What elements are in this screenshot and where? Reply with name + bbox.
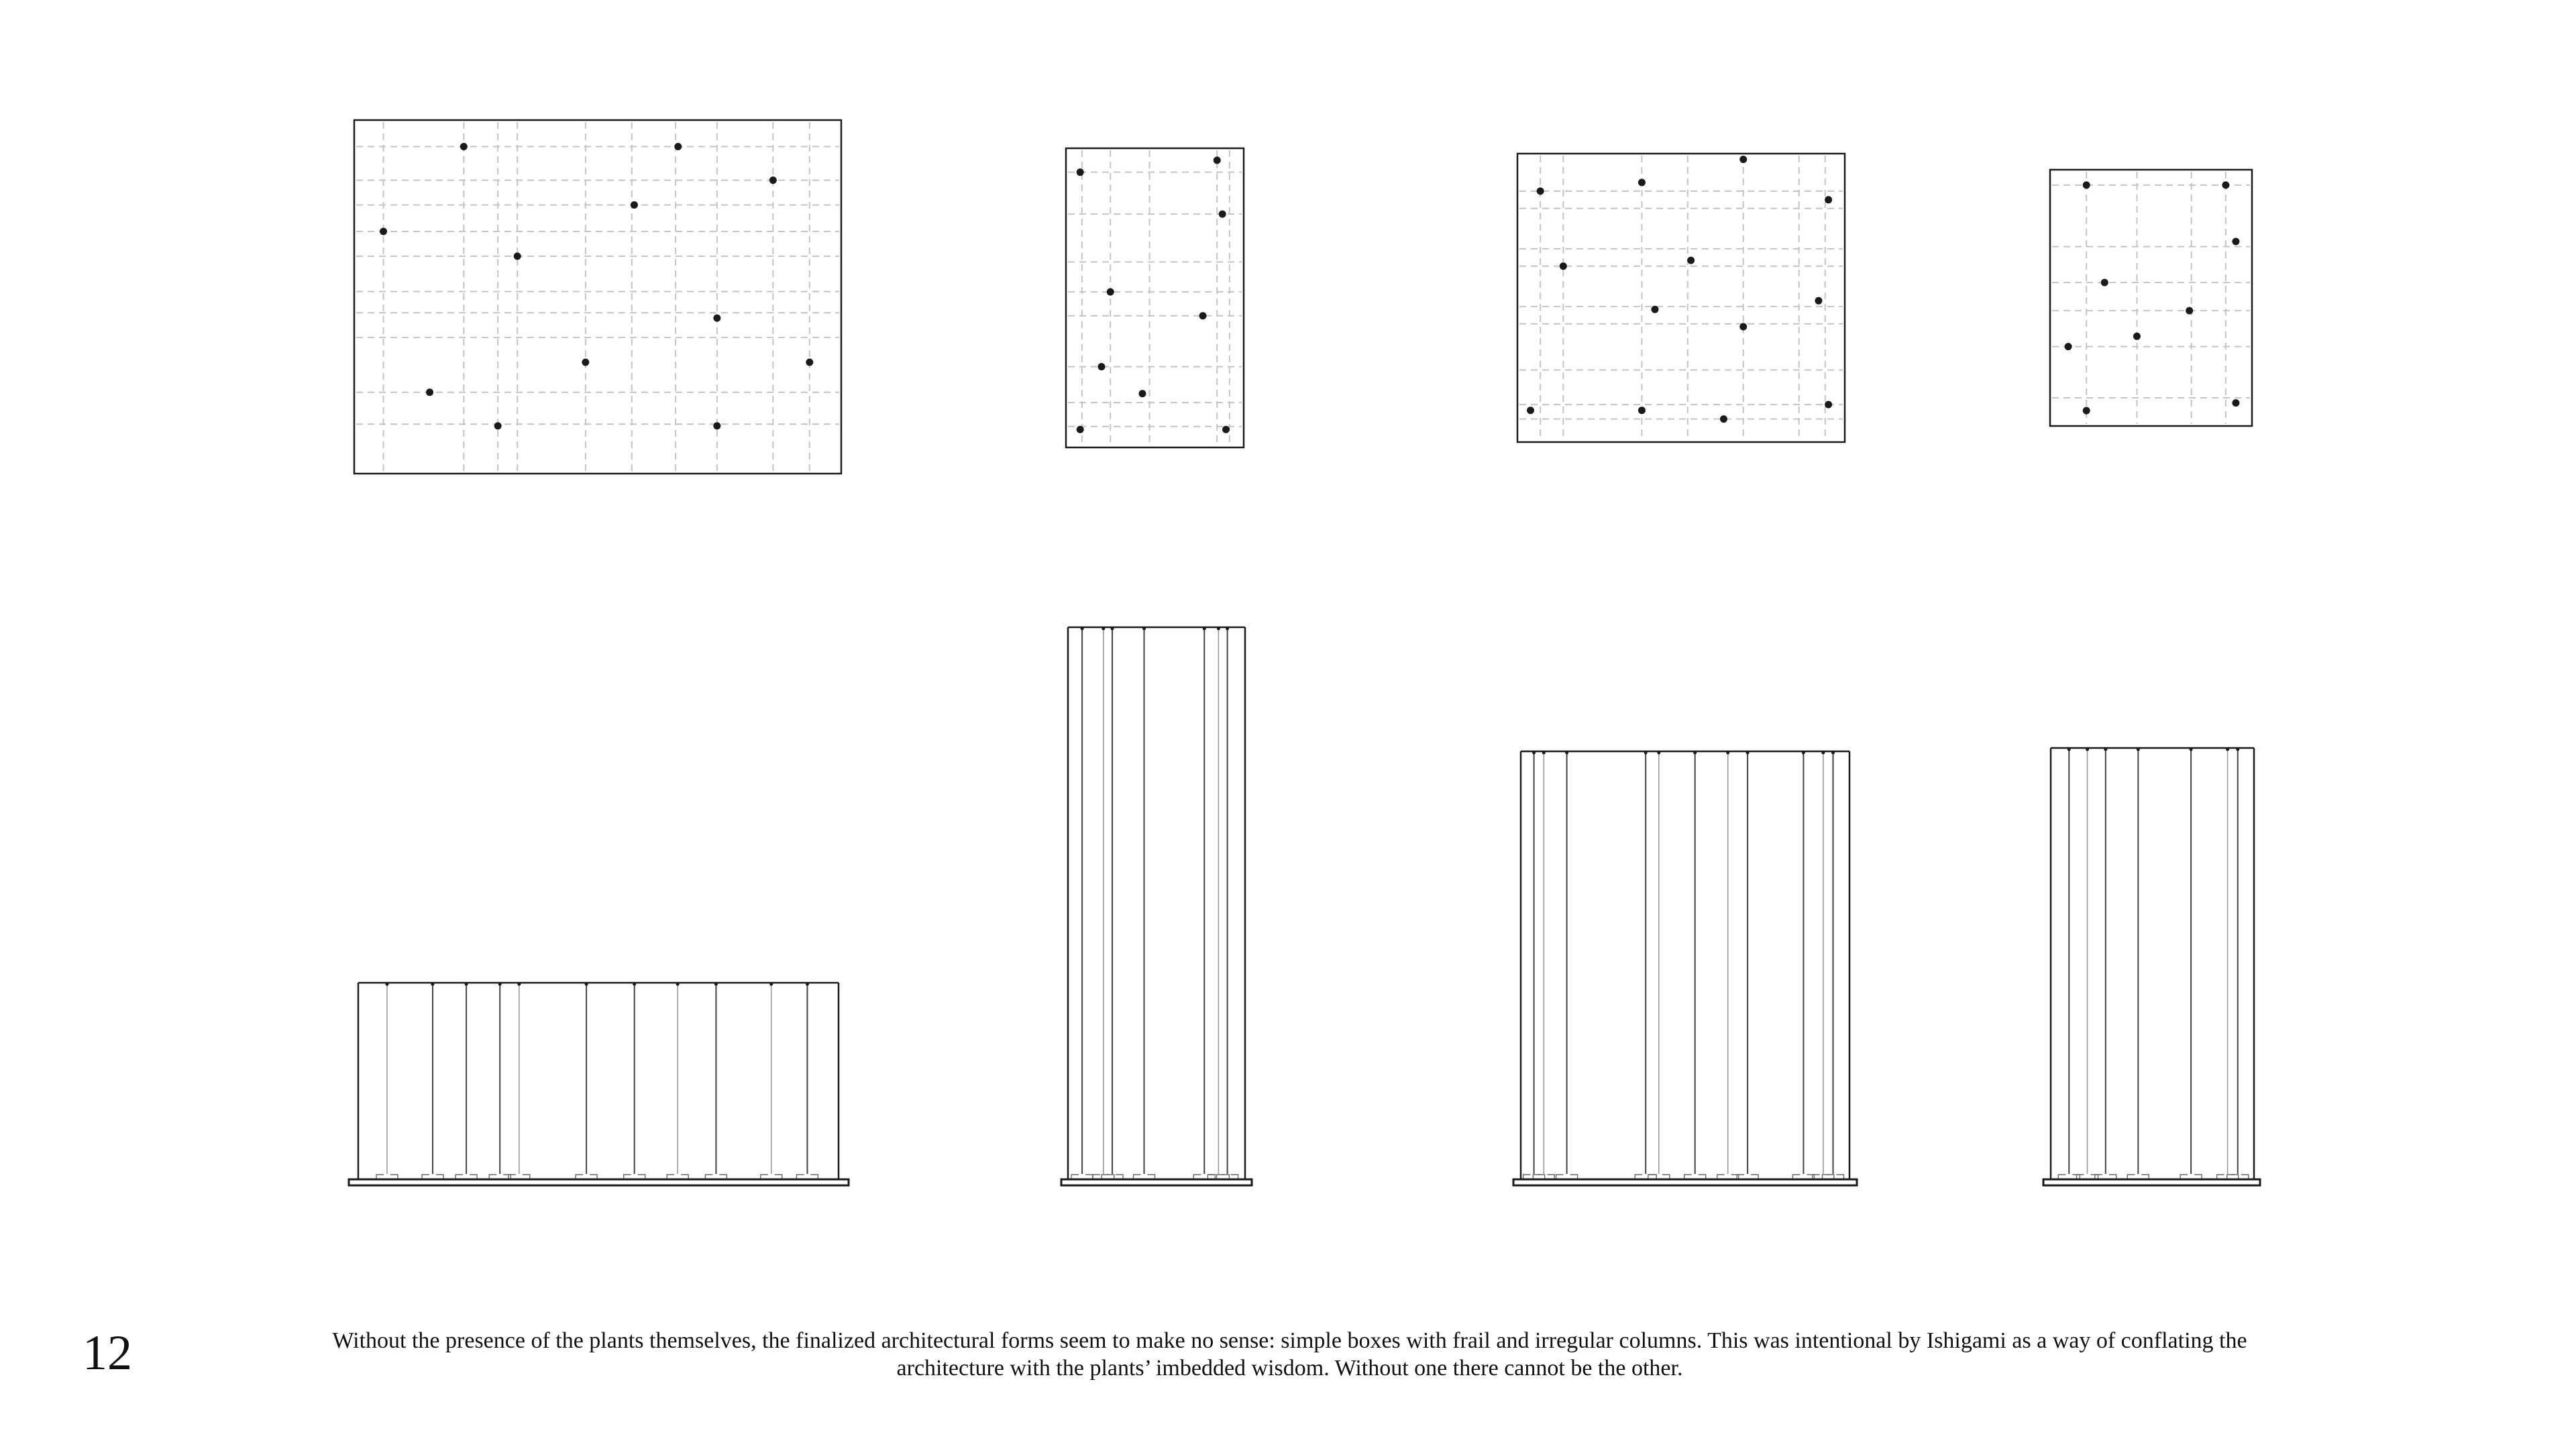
greenhouse-2-elevation bbox=[1061, 627, 1252, 1186]
column-joint bbox=[2086, 748, 2089, 751]
column-dot bbox=[380, 228, 387, 235]
column-dot bbox=[2232, 237, 2239, 245]
column-dot bbox=[2222, 181, 2229, 189]
greenhouse-2 bbox=[1061, 148, 1252, 1185]
column-dot bbox=[1825, 196, 1832, 203]
column-dot bbox=[1219, 211, 1226, 218]
column-joint bbox=[1102, 627, 1105, 631]
column-dot bbox=[582, 358, 589, 366]
column-joint bbox=[1142, 627, 1146, 631]
greenhouse-2-plan bbox=[1066, 148, 1244, 447]
column-dot bbox=[426, 388, 433, 396]
caption-line-2: architecture with the plants’ imbedded wisdom. Without one there cannot be the other. bbox=[896, 1356, 1683, 1381]
column-dot bbox=[631, 201, 638, 209]
greenhouse-1-plan bbox=[354, 120, 841, 474]
column-joint bbox=[2236, 748, 2239, 751]
column-joint bbox=[385, 983, 388, 986]
column-joint bbox=[1203, 627, 1206, 631]
column-dot bbox=[1527, 407, 1534, 414]
column-dot bbox=[1077, 426, 1084, 433]
column-joint bbox=[1746, 751, 1750, 755]
column-joint bbox=[1726, 751, 1729, 755]
column-joint bbox=[1542, 751, 1546, 755]
column-dot bbox=[2133, 333, 2141, 340]
column-dot bbox=[2232, 399, 2239, 407]
column-dot bbox=[769, 176, 777, 184]
column-joint bbox=[1217, 627, 1220, 631]
column-joint bbox=[465, 983, 468, 986]
column-dot bbox=[1138, 390, 1146, 397]
column-dot bbox=[2186, 307, 2193, 315]
column-joint bbox=[1565, 751, 1568, 755]
caption bbox=[315, 1327, 2264, 1382]
column-dot bbox=[674, 143, 682, 150]
column-joint bbox=[1693, 751, 1697, 755]
column-joint bbox=[714, 983, 718, 986]
ground-plate bbox=[1513, 1179, 1857, 1185]
caption-line-1: Without the presence of the plants themselves, the finalized architectural forms seem to make no sense: simple boxes with frail and irregular columns. This was intentional by Ishigami as a way of conflating the bbox=[332, 1328, 2247, 1353]
column-dot bbox=[1077, 168, 1084, 176]
column-joint bbox=[517, 983, 521, 986]
greenhouse-4 bbox=[2043, 170, 2260, 1185]
column-joint bbox=[1821, 751, 1825, 755]
plan-outline bbox=[2050, 170, 2252, 426]
column-joint bbox=[1226, 627, 1229, 631]
column-joint bbox=[1111, 627, 1114, 631]
greenhouse-1 bbox=[349, 120, 849, 1185]
column-dot bbox=[1199, 312, 1207, 319]
column-joint bbox=[2190, 748, 2193, 751]
column-dot bbox=[1098, 363, 1106, 370]
column-joint bbox=[676, 983, 680, 986]
plan-outline bbox=[354, 120, 841, 474]
column-joint bbox=[1657, 751, 1660, 755]
ground-plate bbox=[2043, 1179, 2260, 1185]
column-joint bbox=[2226, 748, 2229, 751]
column-dot bbox=[1107, 288, 1114, 296]
column-dot bbox=[1739, 323, 1747, 331]
column-joint bbox=[2068, 748, 2071, 751]
column-dot bbox=[806, 358, 813, 366]
column-dot bbox=[1825, 401, 1832, 409]
column-dot bbox=[1687, 257, 1695, 264]
column-joint bbox=[1644, 751, 1648, 755]
column-dot bbox=[1739, 156, 1747, 163]
column-dot bbox=[1638, 179, 1646, 186]
column-dot bbox=[1214, 156, 1221, 164]
column-dot bbox=[494, 422, 502, 429]
column-dot bbox=[2065, 343, 2072, 350]
column-joint bbox=[2137, 748, 2140, 751]
column-dot bbox=[713, 315, 720, 322]
plan-outline bbox=[1517, 154, 1845, 442]
column-dot bbox=[2083, 181, 2090, 189]
column-dot bbox=[1638, 407, 1646, 414]
column-joint bbox=[1532, 751, 1536, 755]
ground-plate bbox=[349, 1179, 849, 1185]
ground-plate bbox=[1061, 1179, 1252, 1185]
greenhouse-4-elevation bbox=[2043, 748, 2260, 1186]
column-dot bbox=[1651, 306, 1658, 313]
column-joint bbox=[585, 983, 588, 986]
column-dot bbox=[1222, 426, 1230, 433]
column-joint bbox=[633, 983, 636, 986]
column-dot bbox=[713, 422, 720, 429]
column-joint bbox=[498, 983, 502, 986]
column-dot bbox=[2101, 279, 2108, 286]
column-dot bbox=[1560, 262, 1567, 270]
column-joint bbox=[1081, 627, 1084, 631]
column-joint bbox=[769, 983, 773, 986]
greenhouse-3-elevation bbox=[1513, 751, 1857, 1186]
page-number: 12 bbox=[83, 1326, 132, 1381]
column-dot bbox=[1815, 297, 1822, 305]
column-joint bbox=[431, 983, 434, 986]
column-dot bbox=[1720, 415, 1727, 423]
column-joint bbox=[1831, 751, 1835, 755]
column-joint bbox=[1802, 751, 1805, 755]
column-joint bbox=[2104, 748, 2107, 751]
column-dot bbox=[2083, 407, 2090, 415]
column-joint bbox=[806, 983, 809, 986]
column-dot bbox=[514, 252, 521, 260]
greenhouse-4-plan bbox=[2050, 170, 2252, 426]
greenhouse-1-elevation bbox=[349, 983, 849, 1186]
column-dot bbox=[1537, 187, 1544, 195]
greenhouse-3 bbox=[1513, 154, 1857, 1185]
column-dot bbox=[460, 143, 468, 150]
greenhouse-3-plan bbox=[1517, 154, 1845, 442]
